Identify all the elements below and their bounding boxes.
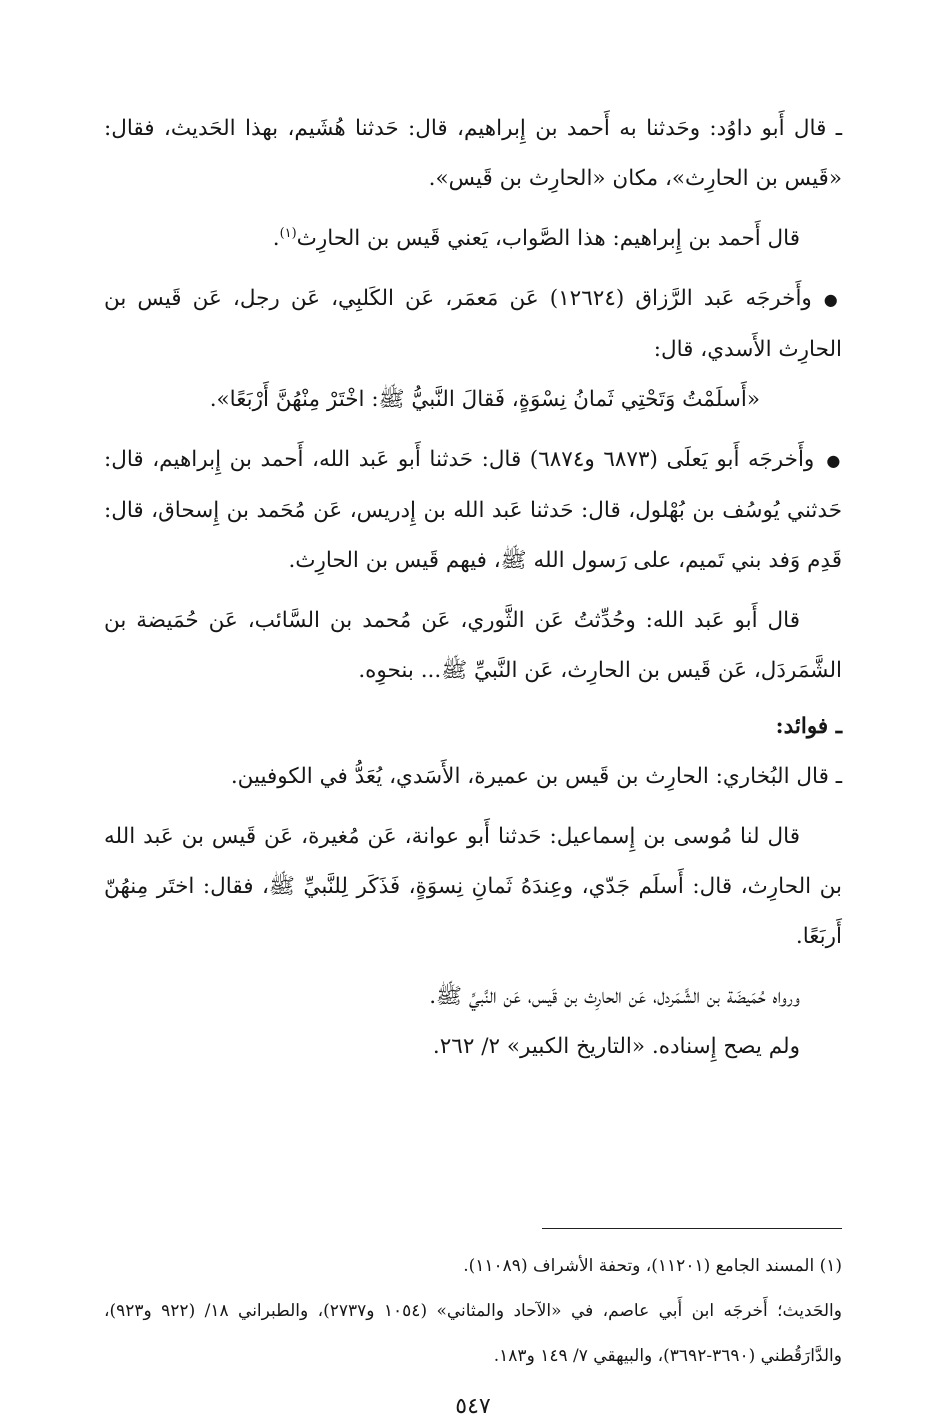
main-text	[104, 104, 842, 1072]
paragraph-2	[104, 214, 842, 264]
paragraph-2-end: .	[272, 226, 280, 251]
paragraph-7: ـ قال البُخاري: الحارِث بن قَيس بن عميرة، الأَسَدي، يُعَدُّ في الكوفيين.	[230, 764, 842, 789]
footnote-divider	[542, 1228, 842, 1229]
hadith-quote: «أَسلَمْتُ وَتَحْتِي ثَمانُ نِسْوَةٍ، فَقالَ النَّبيُّ ﷺ: اخْتَرْ مِنْهُنَّ أَرْبَعًا».	[209, 387, 760, 412]
paragraph-1: ـ قال أَبو داوُد: وحَدثنا به أَحمد بن إِبراهيم، قال: حَدثنا هُشَيم، بهذا الحَديث، فقال: «قَيس بن الحارِث»، مكان «الحارِث بن قَيس».	[104, 116, 842, 191]
paragraph-5: ● وأَخرجَه أَبو يَعلَى (٦٨٧٣ و٦٨٧٤) قال: حَدثنا أَبو عَبد الله، أَحمد بن إِبراهيم، قال: حَدثني يُوسُف بن بُهْلول، قال: حَدثنا عَبد الله بن إِدريس، عَن مُحَمد بن إِسحاق، قال: قَدِم وَفد بني تَميم، على رَسول الله ﷺ، فيهم قَيس بن الحارِث.	[104, 435, 842, 586]
section-heading: ـ فوائد:	[775, 714, 842, 739]
page-number: ٥٤٧	[455, 1394, 491, 1419]
footnote-marker[interactable]: (١)	[279, 225, 297, 241]
paragraph-6: قال أَبو عَبد الله: وحُدِّثتُ عَن الثَّوري، عَن مُحمد بن السَّائب، عَن حُمَيضة بن الشَّمَردَل، عَن قَيس بن الحارِث، عَن النَّبيِّ ﷺ... بنحوِه.	[104, 608, 842, 683]
paragraph-10: ولم يصح إِسناده. «التاريخ الكبير» ٢/ ٢٦٢.	[432, 1034, 800, 1059]
paragraph-8: قال لنا مُوسى بن إِسماعيل: حَدثنا أَبو عوانة، عَن مُغيرة، عَن قَيس بن عَبد الله بن الحارِث، قال: أَسلَم جَدّي، وعِندَهُ ثَمانِ نِسوَةٍ، فَذَكَر لِلنَّبيِّ ﷺ، فقال: اختَر مِنهُنّ أَربَعًا.	[104, 824, 842, 949]
paragraph-3: ● وأَخرجَه عَبد الرَّزاق (١٢٦٢٤) عَن مَعمَر، عَن الكَلبِي، عَن رجل، عَن قَيس بن الحارِث الأَسدي، قال:	[104, 274, 842, 375]
paragraph-2-text: قال أَحمد بن إِبراهيم: هذا الصَّواب، يَعني قَيس بن الحارِث	[296, 226, 800, 251]
document-page	[104, 104, 842, 1419]
footnote-1-continued: والحَديث؛ أَخرجَه ابن أَبي عاصم، في «الآحاد والمثاني» (١٠٥٤ و٢٧٣٧)، والطبراني ١٨/ (٩٢٢ و٩٢٣)، والدَّارَقُطني (٣٦٩٠-٣٦٩٢)، والبيهقي ٧/ ١٤٩ و١٨٣.	[104, 1301, 842, 1366]
footnotes	[104, 1244, 842, 1379]
footnote-1: (١) المسند الجامع (١١٢٠١)، وتحفة الأشراف (١١٠٨٩).	[463, 1256, 842, 1276]
paragraph-9: ورواه حُمَيضَة بن الشَّمَردل، عَن الحارِث بن قَيس، عَن النَّبيِّ ﷺ.	[429, 984, 800, 1009]
